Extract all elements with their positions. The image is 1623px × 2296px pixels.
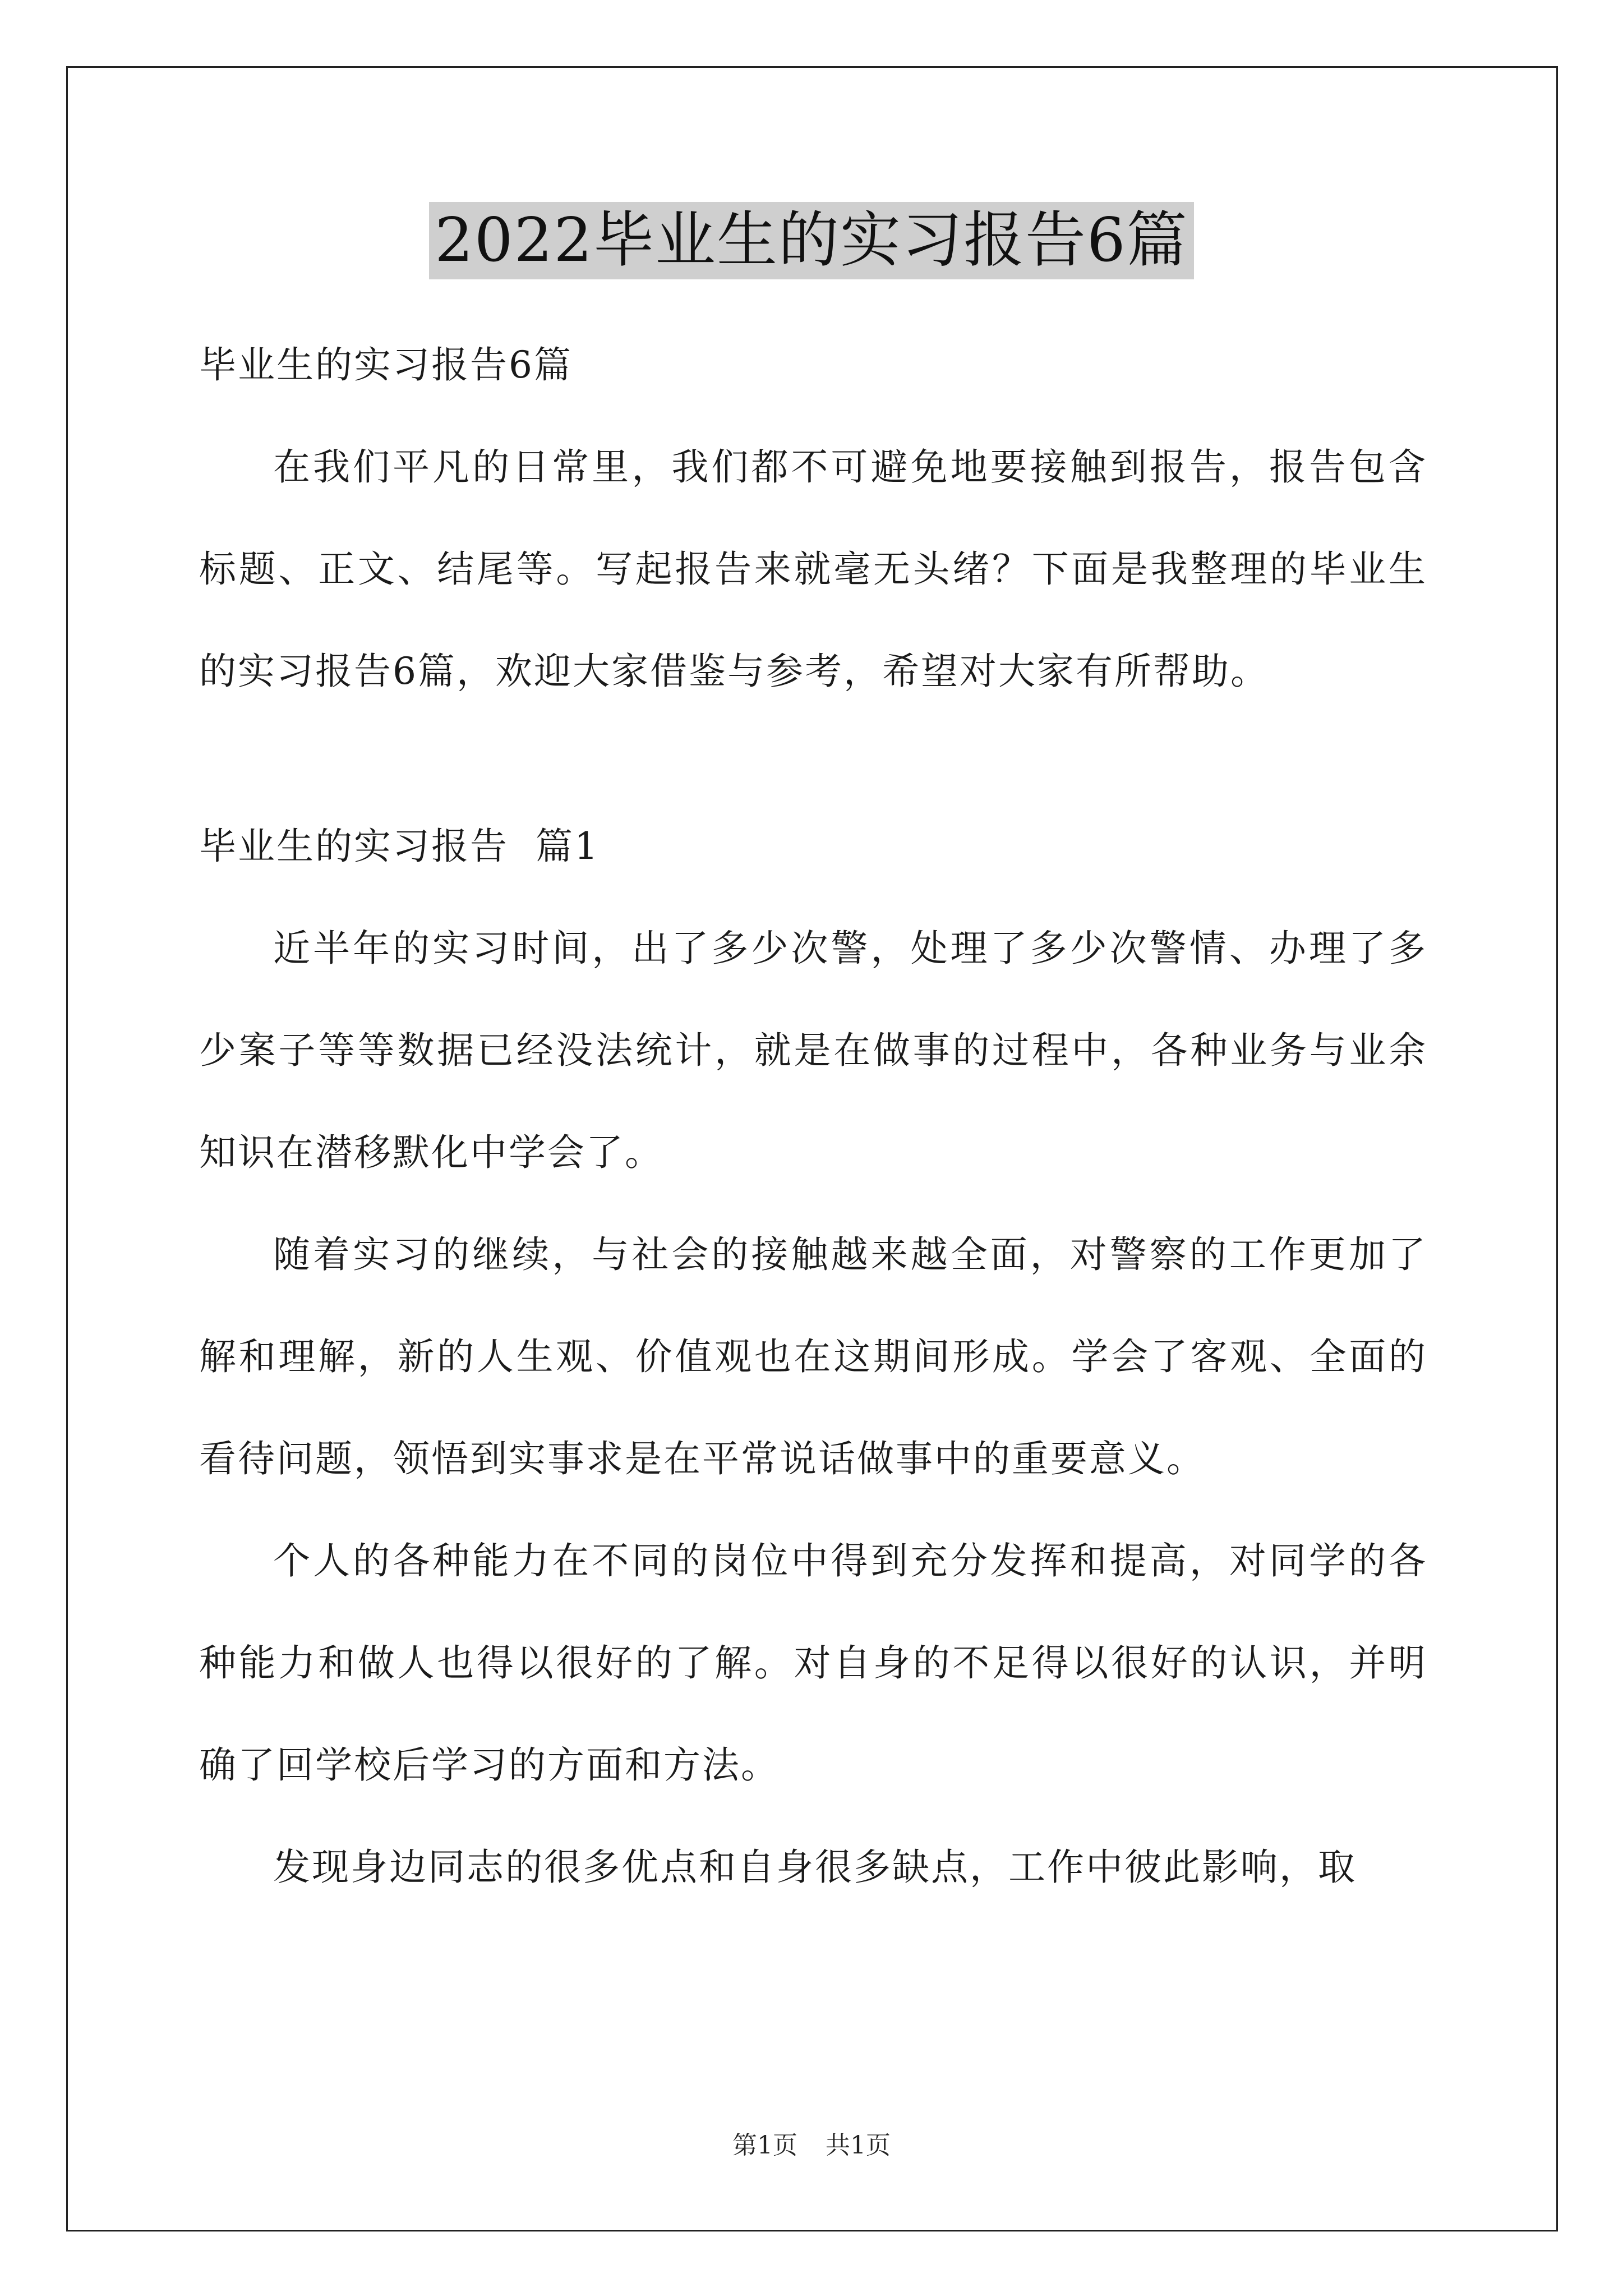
section-gap <box>199 723 1427 795</box>
page-number: 第1页 <box>732 2131 797 2160</box>
body-paragraph-2: 随着实习的继续，与社会的接触越来越全面，对警察的工作更加了解和理解，新的人生观、价值观也在这期间形成。学会了客观、全面的看待问题，领悟到实事求是在平常说话做事中的重要意义。 <box>199 1233 1427 1480</box>
body-paragraph-3: 个人的各种能力在不同的岗位中得到充分发挥和提高，对同学的各种能力和做人也得以很好的了解。对自身的不足得以很好的认识，并明确了回学校后学习的方面和方法。 <box>199 1539 1427 1787</box>
document-title: 2022毕业生的实习报告6篇 <box>429 202 1194 279</box>
body-paragraph-4: 发现身边同志的很多优点和自身很多缺点，工作中彼此影响，取 <box>273 1846 1357 1889</box>
document-body <box>199 314 1427 1918</box>
page-total: 共1页 <box>826 2131 891 2160</box>
body-paragraph-1: 近半年的实习时间，出了多少次警，处理了多少次警情、办理了多少案子等等数据已经没法统计，就是在做事的过程中，各种业务与业余知识在潜移默化中学会了。 <box>199 927 1427 1174</box>
page-footer <box>0 2129 1623 2162</box>
intro-paragraph: 在我们平凡的日常里，我们都不可避免地要接触到报告，报告包含标题、正文、结尾等。写起报告来就毫无头绪？下面是我整理的毕业生的实习报告6篇，欢迎大家借鉴与参考，希望对大家有所帮助。 <box>199 445 1427 693</box>
document-subtitle: 毕业生的实习报告6篇 <box>199 343 573 386</box>
title-container <box>0 202 1623 279</box>
section-heading: 毕业生的实习报告 篇1 <box>199 825 600 868</box>
